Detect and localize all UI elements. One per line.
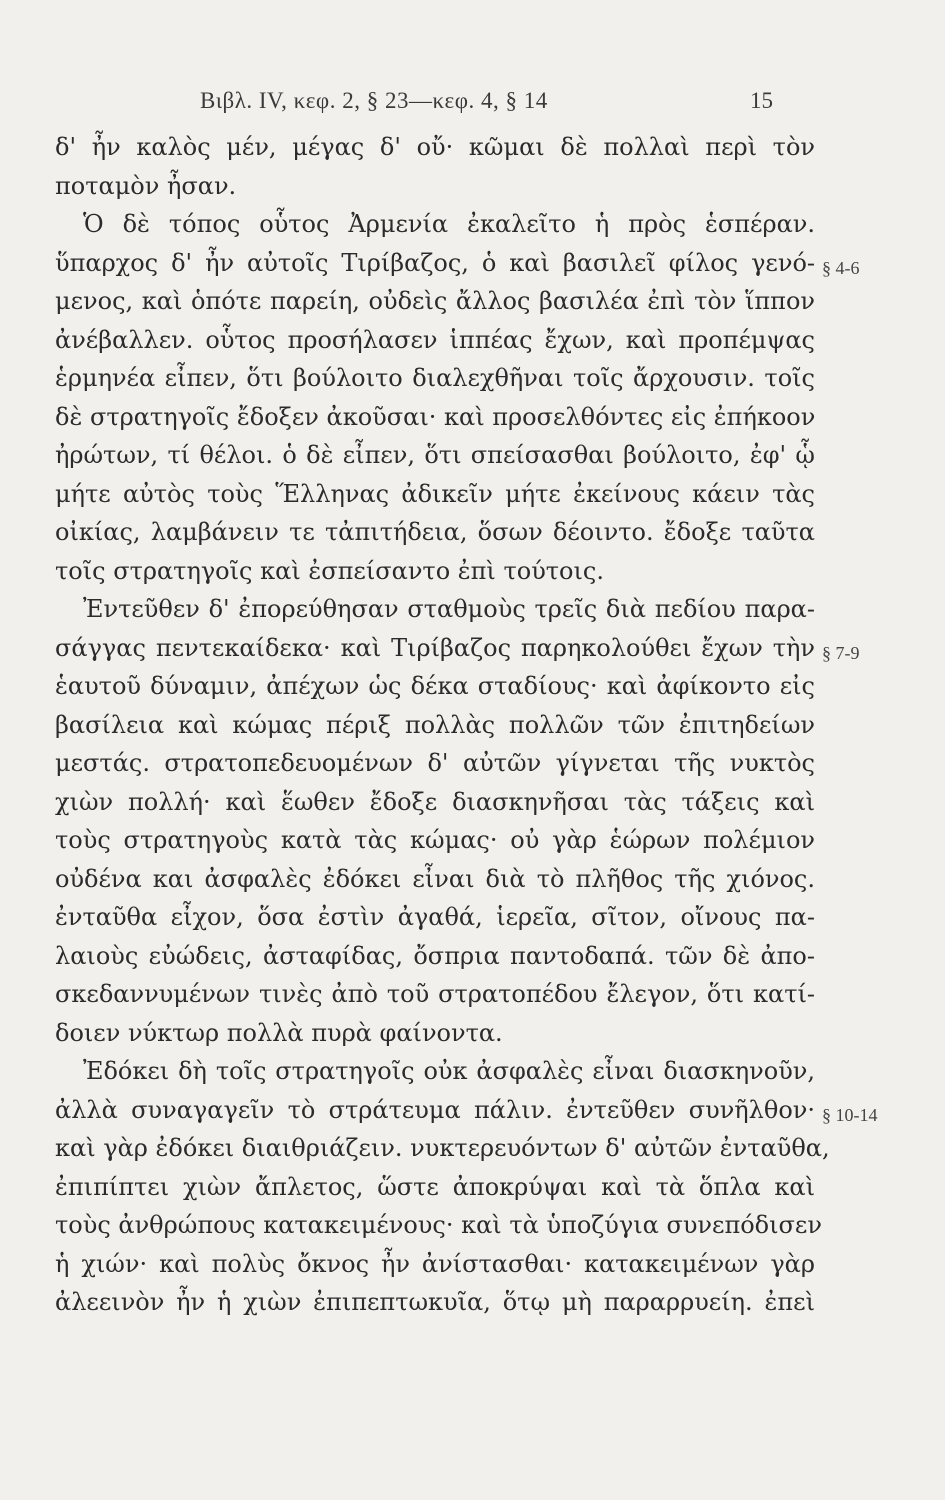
margin-note-section-7-9: § 7-9 bbox=[822, 643, 860, 663]
text-line: ἀνέβαλλεν. οὗτος προσήλασεν ἱππέας ἔχων, καὶ προπέμψας bbox=[55, 325, 815, 354]
text-line: ἐπιπίπτει χιὼν ἄπλετος, ὥστε ἀποκρύψαι καὶ τὰ ὅπλα καὶ bbox=[55, 1172, 815, 1201]
text-line: ὕπαρχος δ' ἦν αὐτοῖς Τιρίβαζος, ὁ καὶ βασιλεῖ φίλος γενό- bbox=[55, 248, 815, 277]
text-line: σάγγας πεντεκαίδεκα· καὶ Τιρίβαζος παρηκολούθει ἔχων τὴν bbox=[55, 633, 815, 662]
text-line: ἑρμηνέα εἶπεν, ὅτι βούλοιτο διαλεχθῆναι τοῖς ἄρχουσιν. τοῖς bbox=[55, 364, 815, 392]
text-line: οἰκίας, λαμβάνειν τε τἀπιτήδεια, ὅσων δέοιντο. ἔδοξε ταῦτα bbox=[55, 518, 815, 546]
margin-note-section-4-6: § 4-6 bbox=[822, 258, 860, 278]
text-line: μήτε αὐτὸς τοὺς Ἕλληνας ἀδικεῖν μήτε ἐκείνους κάειν τὰς bbox=[55, 479, 815, 508]
text-line: ἀλλὰ συναγαγεῖν τὸ στράτευμα πάλιν. ἐντεῦθεν συνῆλθον· bbox=[55, 1095, 815, 1124]
text-line: ἡ χιών· καὶ πολὺς ὄκνος ἦν ἀνίστασθαι· κατακειμένων γὰρ bbox=[55, 1249, 815, 1278]
text-line: ἑαυτοῦ δύναμιν, ἀπέχων ὡς δέκα σταδίους· καὶ ἀφίκοντο εἰς bbox=[55, 672, 815, 700]
text-line: βασίλεια καὶ κώμας πέριξ πολλὰς πολλῶν τῶν ἐπιτηδείων bbox=[55, 710, 815, 739]
text-line: Ἐδόκει δὴ τοῖς στρατηγοῖς οὐκ ἀσφαλὲς εἶναι διασκηνοῦν, bbox=[83, 1057, 815, 1085]
text-line: οὐδένα και ἀσφαλὲς ἐδόκει εἶναι διὰ τὸ πλῆθος τῆς χιόνος. bbox=[55, 864, 815, 893]
text-line: Ὁ δὲ τόπος οὗτος Ἀρμενία ἐκαλεῖτο ἡ πρὸς ἑσπέραν. bbox=[83, 210, 815, 238]
text-line: ἠρώτων, τί θέλοι. ὁ δὲ εἶπεν, ὅτι σπείσασθαι βούλοιτο, ἐφ' ᾧ bbox=[55, 441, 815, 469]
text-line: τοῖς στρατηγοῖς καὶ ἐσπείσαντο ἐπὶ τούτοις. bbox=[55, 556, 604, 585]
text-line: χιὼν πολλή· καὶ ἕωθεν ἔδοξε διασκηνῆσαι τὰς τάξεις καὶ bbox=[55, 787, 815, 816]
running-header: Βιβλ. IV, κεφ. 2, § 23—κεφ. 4, § 14 bbox=[200, 88, 548, 113]
text-line: μενος, καὶ ὁπότε παρείη, οὐδεὶς ἄλλος βασιλέα ἐπὶ τὸν ἵππον bbox=[55, 287, 815, 315]
text-line: ποταμὸν ἦσαν. bbox=[55, 171, 237, 200]
text-line: ἀλεεινὸν ἦν ἡ χιὼν ἐπιπεπτωκυῖα, ὅτῳ μὴ παραρρυείη. ἐπεὶ bbox=[55, 1288, 815, 1316]
text-line: δὲ στρατηγοῖς ἔδοξεν ἀκοῦσαι· καὶ προσελθόντες εἰς ἐπήκοον bbox=[55, 402, 816, 431]
text-line: λαιοὺς εὐώδεις, ἀσταφίδας, ὄσπρια παντοδαπά. τῶν δὲ ἀπο- bbox=[55, 941, 815, 970]
text-line: ἐνταῦθα εἶχον, ὅσα ἐστὶν ἀγαθά, ἱερεῖα, σῖτον, οἴνους πα- bbox=[55, 903, 815, 931]
margin-note-section-10-14: § 10-14 bbox=[822, 1105, 878, 1125]
body-text bbox=[55, 128, 830, 1322]
page-number: 15 bbox=[750, 88, 773, 113]
text-line: σκεδαννυμένων τινὲς ἀπὸ τοῦ στρατοπέδου ἔλεγον, ὅτι κατί- bbox=[55, 980, 815, 1008]
text-line: μεστάς. στρατοπεδευομένων δ' αὐτῶν γίγνεται τῆς νυκτὸς bbox=[55, 749, 815, 777]
text-line: δ' ἦν καλὸς μέν, μέγας δ' οὔ· κῶμαι δὲ πολλαὶ περὶ τὸν bbox=[55, 133, 815, 161]
text-line: τοὺς ἀνθρώπους κατακειμένους· καὶ τὰ ὑποζύγια συνεπόδισεν bbox=[55, 1211, 822, 1239]
text-line: δοιεν νύκτωρ πολλὰ πυρὰ φαίνοντα. bbox=[55, 1018, 503, 1047]
text-line: καὶ γὰρ ἐδόκει διαιθριάζειν. νυκτερευόντων δ' αὐτῶν ἐνταῦθα, bbox=[55, 1134, 830, 1162]
text-line: τοὺς στρατηγοὺς κατὰ τὰς κώμας· οὐ γὰρ ἑώρων πολέμιον bbox=[55, 826, 815, 854]
text-line: Ἐντεῦθεν δ' ἐπορεύθησαν σταθμοὺς τρεῖς διὰ πεδίου παρα- bbox=[83, 595, 815, 623]
